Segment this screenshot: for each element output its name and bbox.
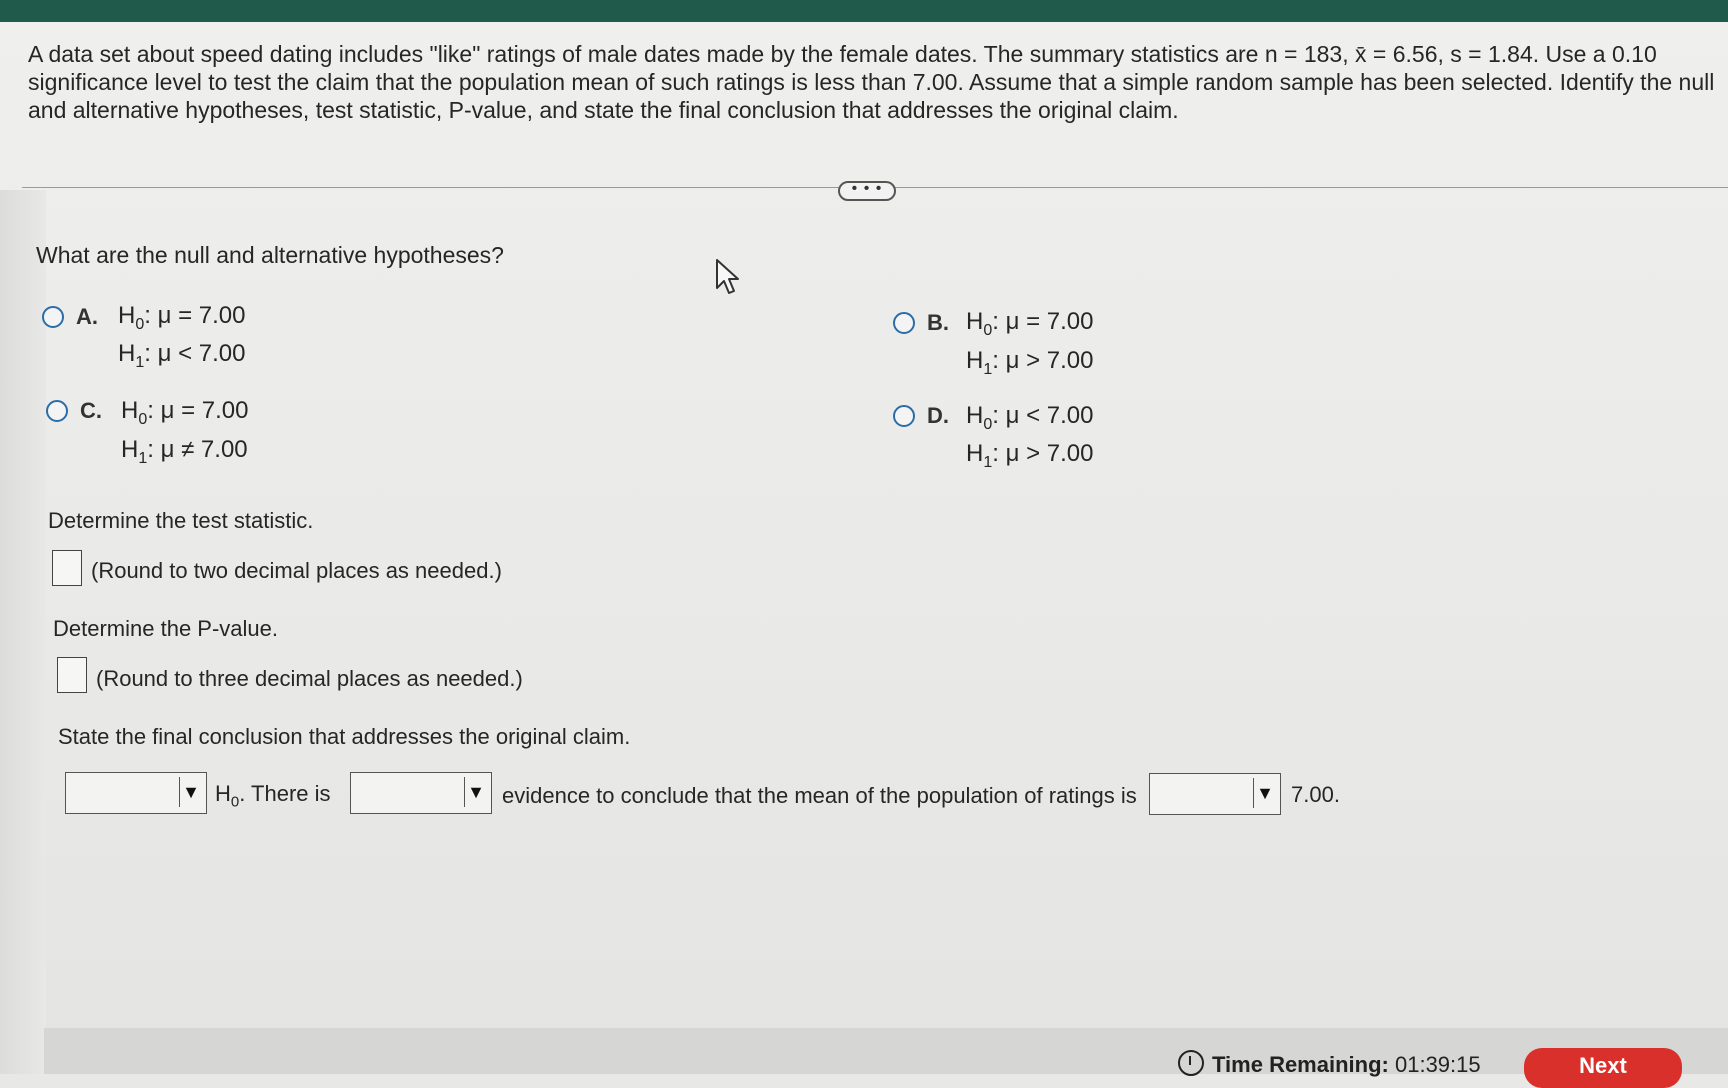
option-d-h0-text: : μ < 7.00	[992, 402, 1094, 429]
evidence-dropdown[interactable]	[350, 772, 492, 814]
question-text: A data set about speed dating includes "like" ratings of male dates made by the female dates. The summary statistics are n = 183, x̄ = 6.56, s = 1.84. Use a 0.10 significance level to test the claim that the population mean of such ratings is less than 7.00. Assume that a simple random sample has been selected. Identify the null and alternative hypotheses, test statistic, P-value, and state the final conclusion that addresses the original claim.	[28, 41, 1715, 123]
pvalue-hint: (Round to three decimal places as needed.)	[96, 666, 523, 691]
h1-subscript: 1	[138, 449, 148, 467]
h1-symbol: H	[966, 347, 984, 374]
option-c-h1-text: : μ ≠ 7.00	[147, 436, 248, 463]
option-b-h0-text: : μ = 7.00	[992, 308, 1094, 335]
chevron-down-icon: ▼	[464, 777, 487, 807]
option-c-h0-text: : μ = 7.00	[147, 397, 249, 424]
mouse-cursor-icon	[715, 258, 741, 296]
top-bar	[0, 0, 1728, 24]
comparison-dropdown[interactable]	[1149, 773, 1281, 815]
conclusion-h0-text	[215, 781, 331, 810]
expand-more-button[interactable]: • • •	[838, 181, 896, 201]
clock-icon	[1178, 1050, 1204, 1076]
h0-subscript: 0	[983, 415, 993, 433]
conclusion-end-text: 7.00.	[1291, 782, 1340, 807]
option-c-h1[interactable]	[121, 436, 248, 468]
next-button[interactable]: Next	[1524, 1048, 1682, 1088]
h0-symbol: H	[118, 302, 136, 329]
hypotheses-prompt: What are the null and alternative hypotheses?	[36, 242, 504, 268]
option-d-radio[interactable]	[893, 405, 915, 427]
test-statistic-hint: (Round to two decimal places as needed.)	[91, 558, 502, 583]
left-shadow	[0, 190, 46, 1074]
timer-value: 01:39:15	[1394, 1052, 1481, 1077]
h1-symbol: H	[118, 340, 136, 367]
test-statistic-prompt: Determine the test statistic.	[48, 508, 314, 533]
conclusion-middle-text: evidence to conclude that the mean of the population of ratings is	[502, 783, 1137, 808]
option-b-h0[interactable]	[966, 308, 1093, 340]
pvalue-input[interactable]	[57, 657, 87, 693]
h0-subscript: 0	[230, 793, 240, 811]
option-b-h1-text: : μ > 7.00	[992, 347, 1094, 374]
option-d-letter: D.	[927, 403, 949, 428]
option-a-h1-text: : μ < 7.00	[144, 340, 246, 367]
h0-symbol: H	[966, 308, 984, 335]
option-b-letter: B.	[927, 310, 949, 335]
h1-symbol: H	[966, 440, 984, 467]
conclusion-prompt: State the final conclusion that addresses the original claim.	[58, 724, 631, 749]
h0-symbol: H	[966, 402, 984, 429]
option-c-h0[interactable]	[121, 397, 248, 429]
h0-symbol: H	[215, 781, 231, 806]
h1-subscript: 1	[983, 360, 993, 378]
timer-label: Time Remaining:	[1212, 1052, 1389, 1077]
option-d-h1[interactable]	[966, 440, 1093, 472]
reject-decision-dropdown[interactable]	[65, 772, 207, 814]
h1-symbol: H	[121, 436, 139, 463]
h0-subscript: 0	[138, 410, 148, 428]
option-c-radio[interactable]	[46, 400, 68, 422]
option-d-h0[interactable]	[966, 402, 1093, 434]
option-b-h1[interactable]	[966, 347, 1093, 379]
chevron-down-icon: ▼	[179, 777, 202, 807]
option-a-h0-text: : μ = 7.00	[144, 302, 246, 329]
test-statistic-input[interactable]	[52, 550, 82, 586]
option-a-h0[interactable]	[118, 302, 245, 334]
h0-subscript: 0	[135, 315, 145, 333]
chevron-down-icon: ▼	[1253, 778, 1276, 808]
h0-subscript: 0	[983, 321, 993, 339]
conclusion-after-h0: . There is	[239, 781, 331, 806]
option-a-letter: A.	[76, 304, 98, 329]
option-c-letter: C.	[80, 398, 102, 423]
option-d-h1-text: : μ > 7.00	[992, 440, 1094, 467]
h0-symbol: H	[121, 397, 139, 424]
option-a-radio[interactable]	[42, 306, 64, 328]
option-a-h1[interactable]	[118, 340, 245, 372]
pvalue-prompt: Determine the P-value.	[53, 616, 278, 641]
h1-subscript: 1	[983, 453, 993, 471]
option-b-radio[interactable]	[893, 312, 915, 334]
h1-subscript: 1	[135, 353, 145, 371]
